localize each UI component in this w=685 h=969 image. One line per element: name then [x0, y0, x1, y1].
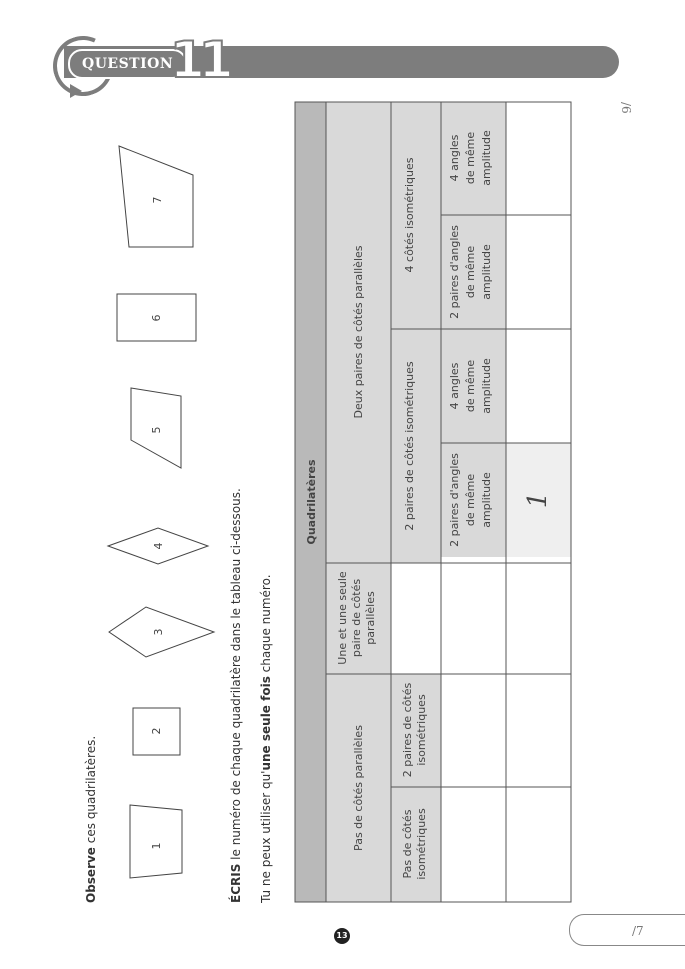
shape-label-7: 7	[151, 196, 164, 204]
answer-cell-no-parallel-two-iso[interactable]	[506, 674, 571, 787]
svg-text:Une et une seule: Une et une seule	[336, 571, 349, 665]
ecris-instruction: ÉCRIS le numéro de chaque quadrilatère dans le tableau ci-dessous.	[229, 488, 243, 903]
shape-label-5: 5	[150, 426, 163, 434]
svg-text:2 paires d'angles: 2 paires d'angles	[448, 225, 461, 319]
svg-text:4 angles: 4 angles	[448, 362, 461, 410]
svg-text:isométriques: isométriques	[415, 694, 428, 766]
svg-text:de même: de même	[464, 473, 477, 527]
shape-label-1: 1	[150, 842, 163, 850]
svg-text:isométriques: isométriques	[415, 808, 428, 880]
answer-cell-four-iso-four-angles[interactable]	[506, 102, 571, 215]
svg-text:amplitude: amplitude	[480, 244, 493, 300]
svg-text:2 paires de côtés: 2 paires de côtés	[401, 682, 414, 778]
leaf-four-angles-b	[448, 130, 493, 186]
svg-text:Pas de côtés: Pas de côtés	[401, 809, 414, 879]
svg-text:de même: de même	[464, 131, 477, 185]
svg-text:amplitude: amplitude	[480, 358, 493, 414]
col-two-pairs: Deux paires de côtés parallèles	[352, 245, 365, 419]
question-number: 11	[170, 31, 228, 89]
svg-text:de même: de même	[464, 245, 477, 299]
answer-cell-two-iso-four-angles[interactable]	[506, 329, 571, 443]
sub-four-iso: 4 côtés isométriques	[403, 157, 416, 273]
sub-two-iso-b: 2 paires de côtés isométriques	[403, 361, 416, 531]
svg-text:de même: de même	[464, 359, 477, 413]
col-no-parallel: Pas de côtés parallèles	[352, 725, 365, 851]
shape-label-3: 3	[152, 628, 165, 636]
answer-cell-no-parallel-no-iso[interactable]	[506, 787, 571, 902]
shape-label-6: 6	[150, 314, 163, 322]
leaf-four-angles-a	[448, 358, 493, 414]
svg-text:4 angles: 4 angles	[448, 134, 461, 182]
page-number-badge: 13	[334, 928, 350, 944]
sub-no-iso	[401, 808, 428, 880]
shape-label-4: 4	[152, 542, 165, 550]
answer-cell-one-pair[interactable]	[506, 563, 571, 674]
note-instruction: Tu ne peux utiliser qu'une seule fois chaque numéro.	[259, 574, 273, 903]
answer-cell-four-iso-two-angles[interactable]	[506, 215, 571, 329]
level2-blank-bg	[391, 563, 441, 674]
sub-two-iso-a	[401, 683, 428, 778]
answer-example: 1	[523, 491, 553, 509]
svg-text:parallèles: parallèles	[364, 591, 377, 645]
shape-label-2: 2	[150, 727, 163, 735]
observe-instruction: Observe ces quadrilatères.	[84, 735, 98, 903]
svg-text:2 paires d'angles: 2 paires d'angles	[448, 453, 461, 547]
level2-row-bg	[391, 102, 441, 902]
score-bottom: /7	[632, 924, 644, 938]
svg-text:amplitude: amplitude	[480, 472, 493, 528]
svg-text:paire de côtés: paire de côtés	[350, 578, 363, 658]
svg-text:amplitude: amplitude	[480, 130, 493, 186]
score-top: /6	[619, 102, 633, 114]
table-title: Quadrilatères	[305, 459, 318, 545]
question-label: QUESTION	[68, 49, 187, 79]
